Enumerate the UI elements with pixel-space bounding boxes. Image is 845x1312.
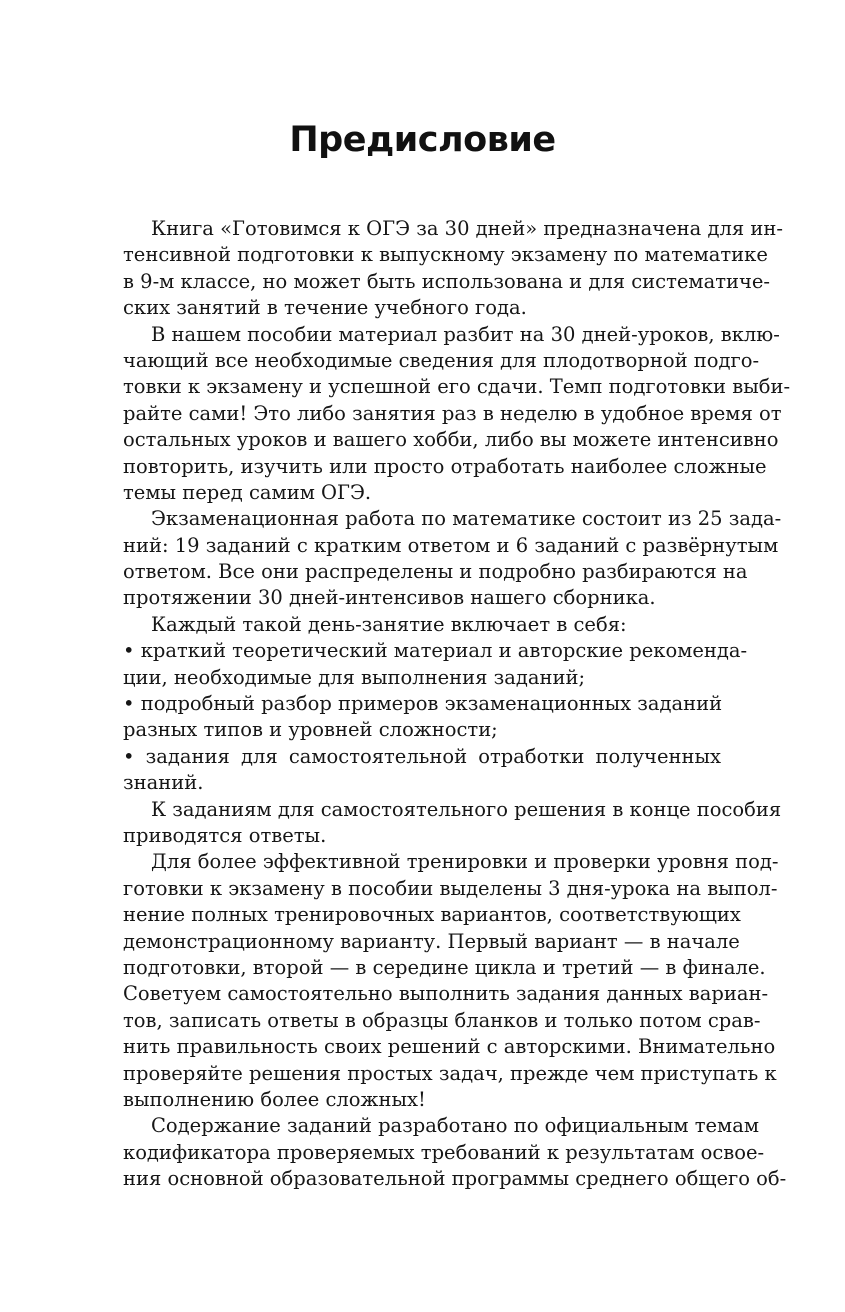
text-line: выполнению более сложных! — [123, 1087, 426, 1111]
text-line: Экзаменационная работа по математике состоит из 25 зада- — [151, 507, 782, 531]
text-line: в 9-м классе, но может быть использована и для систематиче- — [123, 269, 771, 293]
text-line: знаний. — [123, 771, 204, 795]
text-line: проверяйте решения простых задач, прежде чем приступать к — [123, 1061, 777, 1085]
paragraph — [123, 638, 748, 691]
text-line: В нашем пособии материал разбит на 30 дней-уроков, вклю- — [151, 322, 780, 346]
paragraph — [123, 691, 723, 744]
text-line: • задания для самостоятельной отработки полученных — [123, 744, 721, 768]
text-line: чающий все необходимые сведения для плодотворной подго- — [123, 348, 760, 372]
page-title: Предисловие — [289, 120, 556, 160]
text-line: К заданиям для самостоятельного решения в конце пособия — [151, 797, 782, 821]
paragraph — [123, 1113, 787, 1192]
text-line: демонстрационному варианту. Первый вариант — в начале — [123, 929, 740, 953]
text-line: ции, необходимые для выполнения заданий; — [123, 665, 586, 689]
text-line: подготовки, второй — в середине цикла и третий — в финале. — [123, 955, 766, 979]
text-line: нение полных тренировочных вариантов, соответствующих — [123, 903, 741, 927]
text-line: тов, записать ответы в образцы бланков и только потом срав- — [123, 1008, 761, 1032]
paragraph — [123, 849, 779, 1113]
text-line: Для более эффективной тренировки и проверки уровня под- — [151, 850, 779, 874]
text-line: товки к экзамену и успешной его сдачи. Темп подготовки выби- — [123, 375, 791, 399]
body-text — [123, 216, 791, 1192]
text-line: ских занятий в течение учебного года. — [123, 296, 527, 320]
text-line: остальных уроков и вашего хобби, либо вы можете интенсивно — [123, 428, 779, 452]
text-line: приводятся ответы. — [123, 823, 327, 847]
paragraph — [123, 322, 791, 507]
paragraph — [123, 797, 782, 850]
text-line: темы перед самим ОГЭ. — [123, 480, 372, 504]
text-line: • подробный разбор примеров экзаменационных заданий — [123, 692, 723, 716]
text-line: нить правильность своих решений с авторскими. Внимательно — [123, 1035, 776, 1059]
text-line: Каждый такой день-занятие включает в себя: — [151, 612, 627, 636]
text-line: разных типов и уровней сложности; — [123, 718, 498, 742]
text-line: ответом. Все они распределены и подробно разбираются на — [123, 560, 748, 584]
paragraph — [123, 216, 783, 322]
text-line: Книга «Готовимся к ОГЭ за 30 дней» предназначена для ин- — [151, 217, 783, 240]
paragraph — [123, 506, 782, 612]
paragraph — [151, 612, 721, 638]
text-line: тенсивной подготовки к выпускному экзамену по математике — [123, 243, 768, 267]
text-line: • краткий теоретический материал и авторские рекоменда- — [123, 639, 748, 663]
text-line: райте сами! Это либо занятия раз в неделю в удобное время от — [123, 401, 782, 425]
paragraph — [123, 744, 721, 797]
text-line: Советуем самостоятельно выполнить задания данных вариан- — [123, 982, 769, 1006]
text-line: повторить, изучить или просто отработать наиболее сложные — [123, 454, 767, 478]
text-line: Содержание заданий разработано по официальным темам — [151, 1114, 760, 1138]
text-line: ния основной образовательной программы среднего общего об- — [123, 1167, 787, 1191]
text-line: протяжении 30 дней-интенсивов нашего сборника. — [123, 586, 656, 610]
text-line: кодификатора проверяемых требований к результатам освое- — [123, 1140, 765, 1164]
text-line: готовки к экзамену в пособии выделены 3 дня-урока на выпол- — [123, 876, 778, 900]
text-line: ний: 19 заданий с кратким ответом и 6 заданий с развёрнутым — [123, 533, 779, 557]
